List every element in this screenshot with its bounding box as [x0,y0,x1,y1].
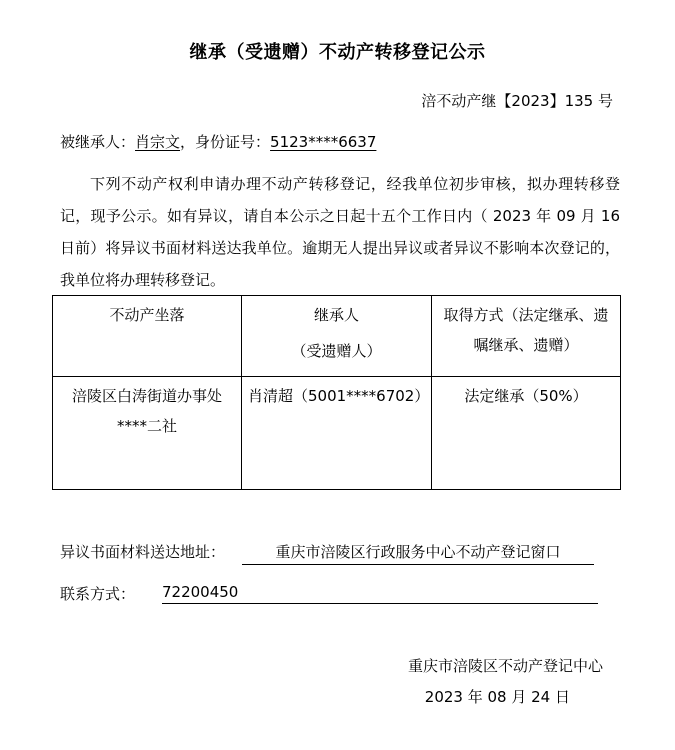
table-header-row [53,296,621,377]
header-heir [242,296,432,377]
decedent-name: 肖宗文 [135,133,181,151]
header-heir-line2: （受遗赠人） [291,342,382,360]
objection-address-value: 重庆市涪陵区行政服务中心不动产登记窗口 [242,541,594,565]
decedent-line [60,131,376,152]
issuing-organization: 重庆市涪陵区不动产登记中心 [407,657,603,675]
contact-value: 72200450 [162,583,598,604]
table-row [53,377,621,490]
objection-address-label: 异议书面材料送达地址： [60,543,226,561]
issue-date: 2023 年 08 月 24 日 [424,688,570,706]
cell-heir: 肖清超（5001****6702） [242,377,432,490]
document-number: 涪不动产继【2023】135 号 [421,92,613,110]
header-heir-line1: 继承人 [313,306,359,324]
page-title: 继承（受遗赠）不动产转移登记公示 [189,42,486,63]
header-method: 取得方式（法定继承、遗嘱继承、遗赠） [432,296,621,377]
notice-text: 下列不动产权利申请办理不动产转移登记，经我单位初步审核，拟办理转移登记，现予公示。如有异议，请自本公示之日起十五个工作日内（ 2023 年 09 月 16 日前）将异议书面材料送达我单位。逾期无人提出异议或者异议不影响本次登记的，我单位将办理转移登记。 [60,175,620,289]
decedent-id-number: 5123****6637 [270,133,377,151]
contact-label: 联系方式： [60,585,136,603]
cell-location: 涪陵区白涛街道办事处****二社 [53,377,242,490]
notice-paragraph [60,168,620,296]
cell-method: 法定继承（50%） [432,377,621,490]
decedent-id-label: ，身份证号： [180,133,271,151]
decedent-label: 被继承人： [60,133,136,151]
property-table [52,295,621,490]
header-location: 不动产坐落 [53,296,242,377]
